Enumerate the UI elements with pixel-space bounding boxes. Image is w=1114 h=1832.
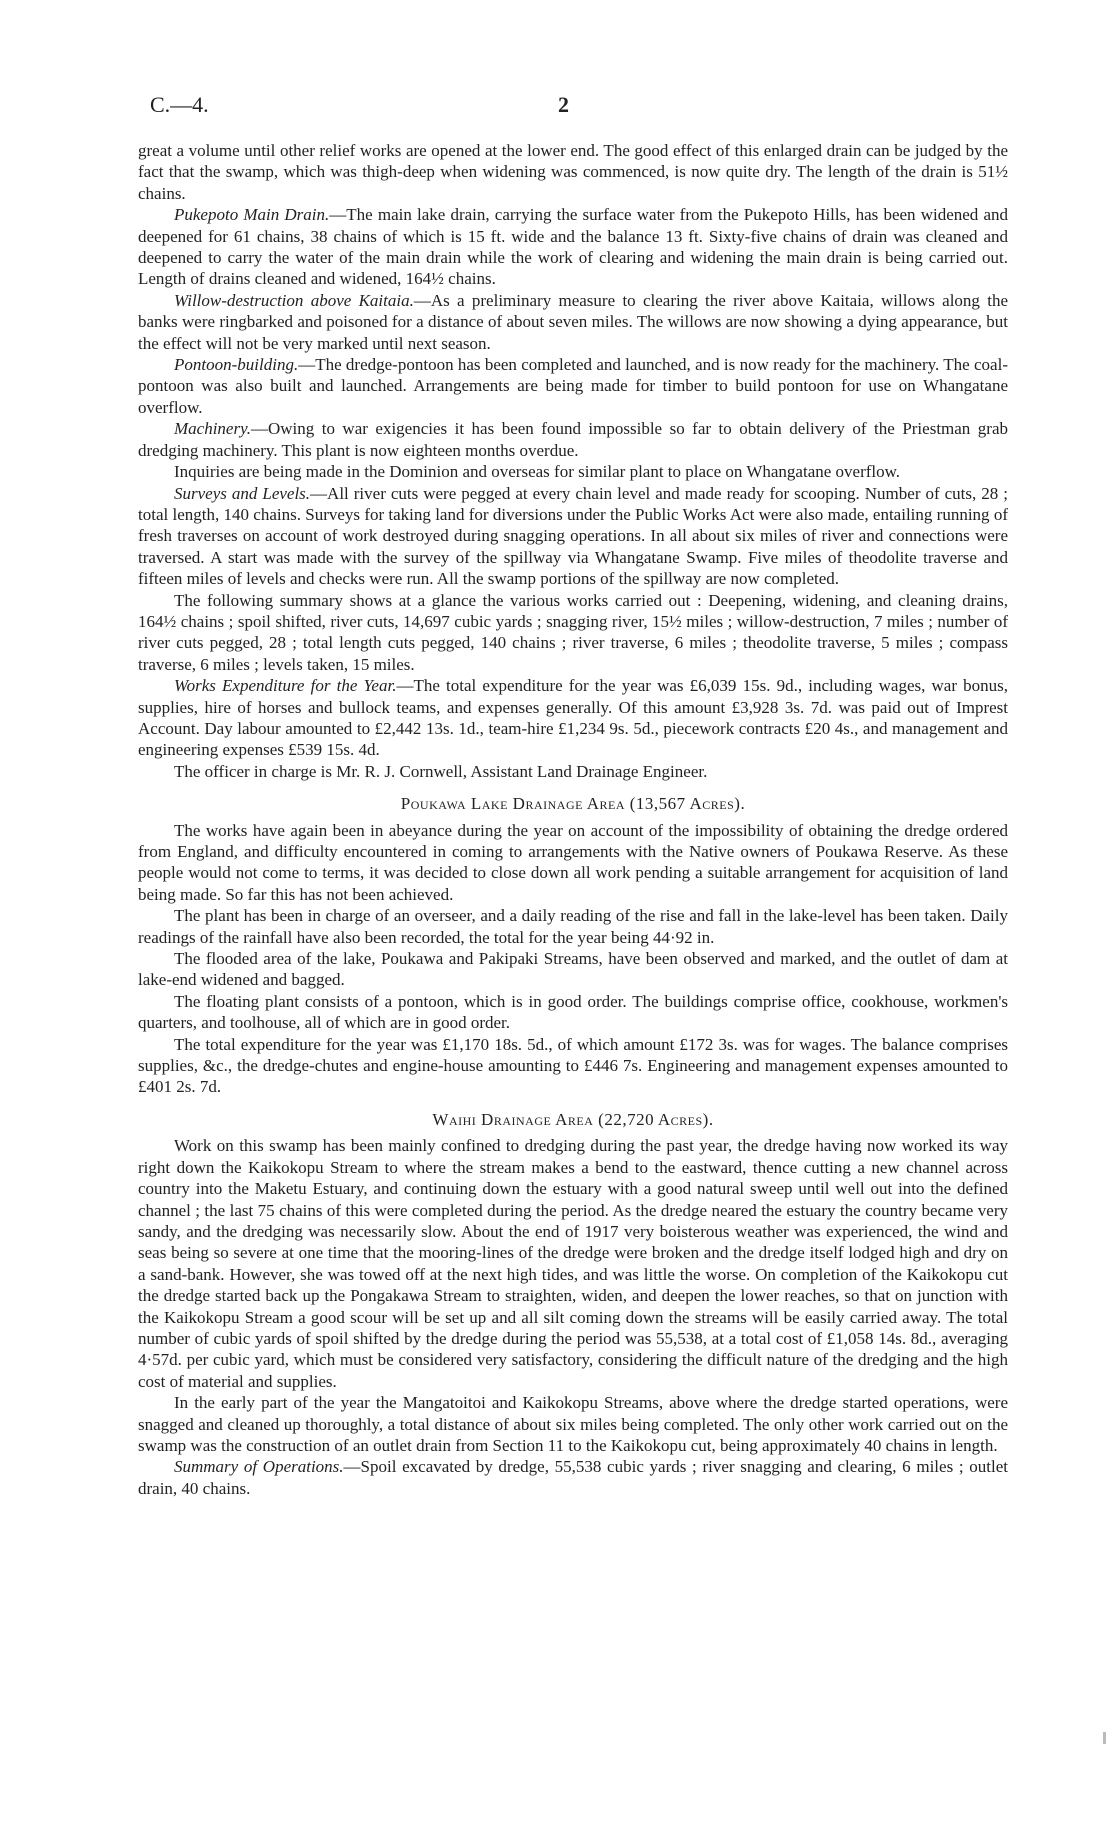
paragraph-heading: Willow-destruction above Kaitaia. [174, 290, 414, 310]
section-title-poukawa: Poukawa Lake Drainage Area (13,567 Acres). [400, 794, 746, 814]
paragraph: great a volume until other relief works are opened at the lower end. The good effect of this enlarged drain can be judged by the fact that the swamp, which was thigh-deep when widening was commenced, is now quite dry. The length of the drain is 51½ chains. [138, 141, 1008, 203]
paragraph: Willow-destruction above Kaitaia.—As a preliminary measure to clearing the river above Kaitaia, willows along the banks were ringbarked and poisoned for a distance of about seven miles. The willows are now showing a dying appearance, but the effect will not be very marked until next season. [138, 290, 1008, 353]
paragraph: Works Expenditure for the Year.—The total expenditure for the year was £6,039 15s. 9d., including wages, war bonus, supplies, hire of horses and bullock teams, and expenses generally. Of this amount £3,928 3s. 7d. was paid out of Imprest Account. Day labour amounted to £2,442 13s. 1d., team-hire £1,234 9s. 5d., piecework contracts £20 4s., and management and engineering expenses £539 15s. 4d. [138, 676, 1008, 760]
paragraph-heading: Pukepoto Main Drain. [174, 205, 330, 225]
paragraph: Pukepoto Main Drain.—The main lake drain, carrying the surface water from the Pukepoto Hills, has been widened and deepened for 61 chains, 38 chains of which is 15 ft. wide and the balance 13 ft. Sixty-five chains of drain was cleaned and deepened to carry the water of the main drain while the work of clearing and widening the main drain is being carried out. Length of drains cleaned and widened, 164½ chains. [138, 205, 1008, 289]
paragraph: Inquiries are being made in the Dominion and overseas for similar plant to place on Whangatane overflow. [174, 462, 901, 482]
paragraph: Pontoon-building.—The dredge-pontoon has been completed and launched, and is now ready for the machinery. The coal-pontoon was also built and launched. Arrangements are being made for timber to build pontoon for use on Whangatane overflow. [138, 355, 1008, 417]
paragraph: The officer in charge is Mr. R. J. Cornwell, Assistant Land Drainage Engineer. [174, 761, 708, 781]
section-title-waihi: Waihi Drainage Area (22,720 Acres). [432, 1109, 714, 1129]
paragraph: The flooded area of the lake, Poukawa and Pakipaki Streams, have been observed and marked, and the outlet of dam at lake-end widened and bagged. [138, 949, 1008, 990]
paragraph: The plant has been in charge of an overseer, and a daily reading of the rise and fall in the lake-level has been taken. Daily readings of the rainfall have also been recorded, the total for the year being 44·92 in. [138, 906, 1008, 947]
paragraph: Surveys and Levels.—All river cuts were pegged at every chain level and made ready for scooping. Number of cuts, 28 ; total length, 140 chains. Surveys for taking land for diversions under the Public Works Act were also made, entailing running of fresh traverses on account of work destroyed during snagging operations. In all about six miles of river and connections were traversed. A start was made with the survey of the spillway via Whangatane Swamp. Five miles of theodolite traverse and fifteen miles of levels and checks were run. All the swamp portions of the spillway are now completed. [138, 483, 1008, 589]
paragraph: Machinery.—Owing to war exigencies it has been found impossible so far to obtain delivery of the Priestman grab dredging machinery. This plant is now eighteen months overdue. [138, 419, 1008, 460]
page-header [150, 92, 1000, 122]
paragraph: In the early part of the year the Mangatoitoi and Kaikokopu Streams, above where the dredge started operations, were snagged and cleaned up thoroughly, a total distance of about six miles being completed. The only other work carried out on the swamp was the construction of an outlet drain from Section 11 to the Kaikokopu cut, being approximately 40 chains in length. [138, 1393, 1008, 1455]
paragraph: The total expenditure for the year was £1,170 18s. 5d., of which amount £172 3s. was for wages. The balance comprises supplies, &c., the dredge-chutes and engine-house amounting to £446 7s. Engineering and management expenses amounted to £401 2s. 7d. [138, 1034, 1008, 1097]
paragraph: The works have again been in abeyance during the year on account of the impossibility of obtaining the dredge ordered from England, and difficulty encountered in coming to arrangements with the Native owners of Poukawa Reserve. As these people would not come to terms, it was decided to close down all work pending a suitable arrangement for acquisition of land being made. So far this has not been achieved. [138, 820, 1008, 904]
document-body [138, 140, 1008, 1499]
document-reference: C.—4. [150, 92, 209, 117]
paragraph: Work on this swamp has been mainly confined to dredging during the past year, the dredge having now worked its way right down the Kaikokopu Stream to where the stream makes a bend to the eastward, thence cutting a new channel across country into the Maketu Estuary, and continuing down the estuary with a good natural sweep until well out into the defined channel ; the last 75 chains of this were completed during the period. As the dredge neared the estuary the country became very sandy, and the dredging was necessarily slow. About the end of 1917 very boisterous weather was experienced, the wind and seas being so severe at one time that the mooring-lines of the dredge were broken and the dredge itself lodged high and dry on a sand-bank. However, she was towed off at the next high tides, and was little the worse. On completion of the Kaikokopu cut the dredge started back up the Pongakawa Stream to straighten, widen, and deepen the lower reaches, so that on junction with the Kaikokopu Stream a good scour will be set up and all silt coming down the streams will be easily carried away. The total number of cubic yards of spoil shifted by the dredge during the period was 55,538, at a total cost of £1,058 14s. 8d., averaging 4·57d. per cubic yard, which must be considered very satisfactory, considering the difficult nature of the dredging and the high cost of material and supplies. [138, 1136, 1008, 1391]
paragraph-heading: Works Expenditure for the Year. [174, 676, 397, 696]
paragraph-heading: Pontoon-building. [174, 355, 299, 375]
page-number: 2 [558, 92, 569, 117]
paragraph: The floating plant consists of a pontoon, which is in good order. The buildings comprise office, cookhouse, workmen's quarters, and toolhouse, all of which are in good order. [138, 991, 1008, 1033]
paragraph-heading: Machinery. [174, 419, 251, 439]
paragraph-heading: Surveys and Levels. [174, 483, 311, 503]
paragraph: Summary of Operations.—Spoil excavated by dredge, 55,538 cubic yards ; river snagging and clearing, 6 miles ; outlet drain, 40 chains. [138, 1457, 1008, 1498]
paragraph: The following summary shows at a glance the various works carried out : Deepening, widening, and cleaning drains, 164½ chains ; spoil shifted, river cuts, 14,697 cubic yards ; snagging river, 15½ miles ; willow-destruction, 7 miles ; number of river cuts pegged, 28 ; total length cuts pegged, 140 chains ; river traverse, 6 miles ; theodolite traverse, 5 miles ; compass traverse, 6 miles ; levels taken, 15 miles. [138, 590, 1008, 674]
scan-mark [1103, 1732, 1106, 1744]
paragraph-heading: Summary of Operations. [174, 1457, 344, 1477]
